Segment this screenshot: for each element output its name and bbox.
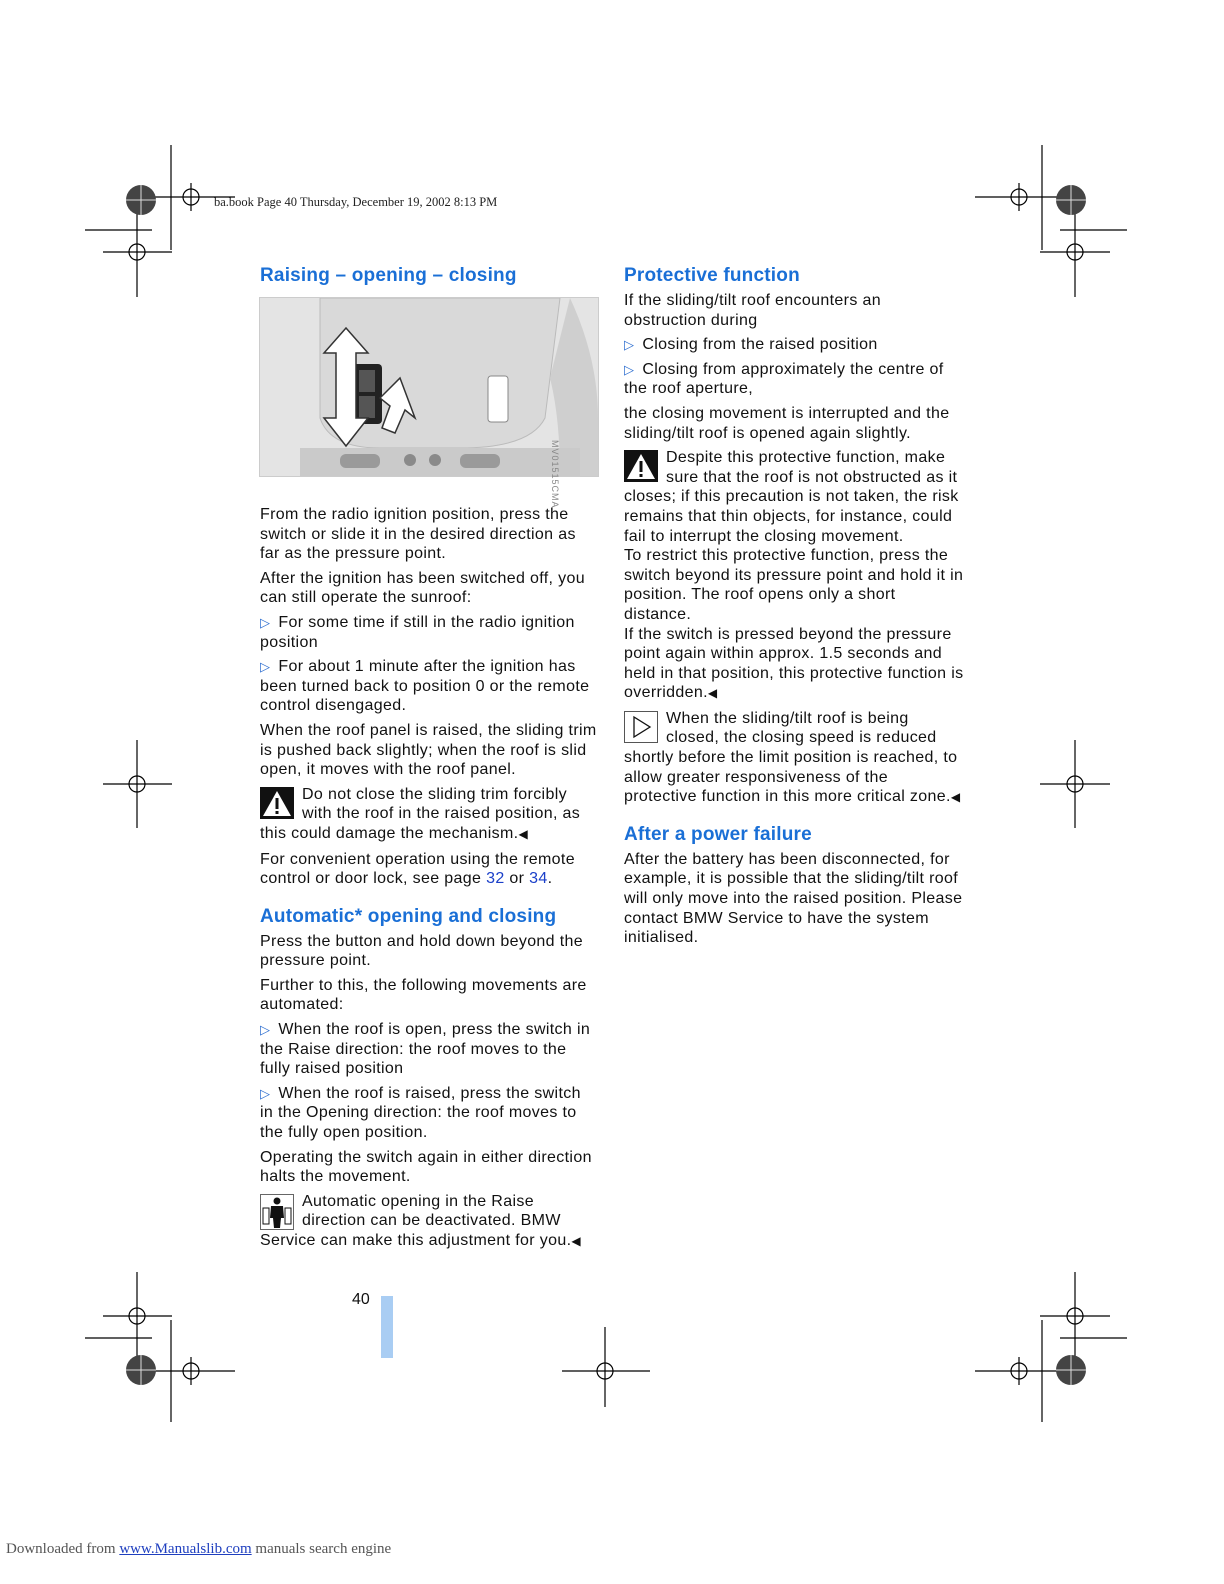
page-tab-bar <box>381 1296 393 1358</box>
heading-power-failure: After a power failure <box>624 823 812 845</box>
bullet-triangle-icon: ▷ <box>260 1085 271 1101</box>
bullet-triangle-icon: ▷ <box>260 614 271 630</box>
paragraph: For convenient operation using the remote control or door lock, see page 32 or 34. <box>260 850 575 888</box>
paragraph: To restrict this protective function, press the switch beyond its pressure point and hold it in position. The roof opens only a short distance. <box>624 547 964 623</box>
warning-note: Do not close the sliding trim forcibly with the roof in the raised position, as this could damage the mechanism.◀ <box>260 785 581 842</box>
service-person-icon <box>260 1194 294 1230</box>
end-mark-icon: ◀ <box>950 790 961 805</box>
paragraph: From the radio ignition position, press the switch or slide it in the desired direction as far as the pressure point. <box>260 506 576 563</box>
paragraph: When the roof panel is raised, the sliding trim is pushed back slightly; when the roof is slid open, it moves with the roof panel. <box>260 721 597 779</box>
page-number: 40 <box>352 1291 370 1308</box>
info-note: Automatic opening in the Raise direction can be deactivated. BMW Service can make this adjustment for you.◀ <box>260 1192 581 1249</box>
bullet-triangle-icon: ▷ <box>260 659 271 675</box>
print-header: ba.book Page 40 Thursday, December 19, 2002 8:13 PM <box>214 195 498 209</box>
end-mark-icon: ◀ <box>571 1234 581 1248</box>
paragraph: If the switch is pressed beyond the pressure point again within approx. 1.5 seconds and held in that position, this protective function is overridden.◀ <box>624 625 964 702</box>
paragraph: If the sliding/tilt roof encounters an obstruction during <box>624 292 881 329</box>
tip-triangle-icon <box>624 711 658 743</box>
bullet-triangle-icon: ▷ <box>624 337 635 353</box>
end-mark-icon: ◀ <box>518 826 529 841</box>
bullet-triangle-icon: ▷ <box>260 1022 271 1038</box>
page-link-32[interactable]: 32 <box>486 870 505 888</box>
right-column <box>624 264 964 953</box>
bullet-item: ▷ For some time if still in the radio ignition position <box>260 613 575 651</box>
heading-protective: Protective function <box>624 265 800 286</box>
bullet-item: ▷ When the roof is raised, press the switch in the Opening direction: the roof moves to the fully open position. <box>260 1084 581 1142</box>
bullet-item: ▷ Closing from approximately the centre of the roof aperture, <box>624 360 944 398</box>
manualslib-link[interactable]: www.Manualslib.com <box>119 1541 252 1557</box>
warning-note: Despite this protective function, make sure that the roof is not obstructed as it closes; if this precaution is not taken, the risk remains that thin objects, for instance, could fail to interrupt the closing movement. <box>624 449 959 545</box>
bullet-item: ▷ When the roof is open, press the switch in the Raise direction: the roof moves to the fully raised position <box>260 1021 591 1078</box>
paragraph: Press the button and hold down beyond the pressure point. <box>260 932 584 970</box>
end-mark-icon: ◀ <box>707 686 718 701</box>
paragraph: the closing movement is interrupted and the sliding/tilt roof is opened again slightly. <box>624 404 950 442</box>
tip-note: When the sliding/tilt roof is being closed, the closing speed is reduced shortly before the limit position is reached, to allow greater responsiveness of the protective function in this more critical zone.◀ <box>624 709 961 806</box>
paragraph: After the ignition has been switched off, you can still operate the sunroof: <box>260 569 585 607</box>
bullet-triangle-icon: ▷ <box>624 361 635 377</box>
paragraph: After the battery has been disconnected, for example, it is possible that the sliding/tilt roof will only move into the raised position. Please contact BMW Service to have the system initialised. <box>624 850 963 947</box>
footer: Downloaded from www.Manualslib.com manuals search engine <box>6 1541 392 1557</box>
heading-raising: Raising – opening – closing <box>260 265 517 286</box>
figure-code: MV01515CMA <box>550 440 560 509</box>
paragraph: Further to this, the following movements are automated: <box>260 976 587 1014</box>
paragraph: Operating the switch again in either direction halts the movement. <box>260 1148 592 1186</box>
left-column <box>260 264 598 1257</box>
heading-automatic: Automatic* opening and closing <box>260 905 557 927</box>
bullet-item: ▷ For about 1 minute after the ignition has been turned back to position 0 or the remote control disengaged. <box>260 658 590 715</box>
page-link-34[interactable]: 34 <box>529 870 548 888</box>
bullet-item: ▷ Closing from the raised position <box>624 336 878 354</box>
warning-icon <box>260 787 294 819</box>
warning-icon <box>624 450 658 482</box>
